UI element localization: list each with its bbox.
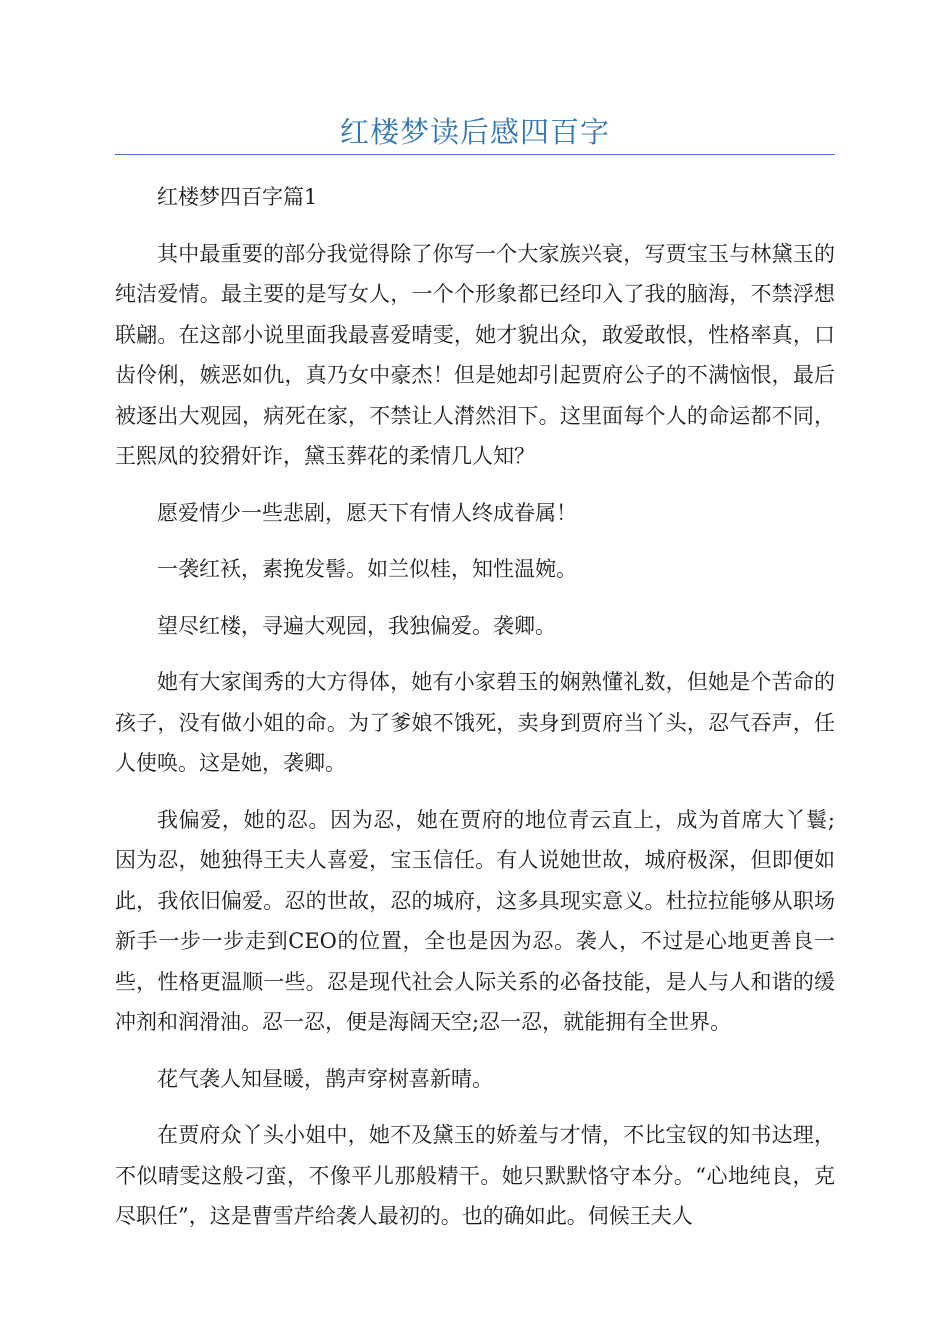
paragraph: 我偏爱，她的忍。因为忍，她在贾府的地位青云直上，成为首席大丫鬟;因为忍，她独得王夫人喜爱，宝玉信任。有人说她世故，城府极深，但即便如此，我依旧偏爱。忍的世故，忍的城府，这多具现实意义。杜拉拉能够从职场新手一步一步走到CEO的位置，全也是因为忍。袭人，不过是心地更善良一些，性格更温顺一些。忍是现代社会人际关系的必备技能，是人与人和谐的缓冲剂和润滑油。忍一忍，便是海阔天空;忍一忍，就能拥有全世界。 [115,807,835,1034]
paragraph: 其中最重要的部分我觉得除了你写一个大家族兴衰，写贾宝玉与林黛玉的纯洁爱情。最主要的是写女人，一个个形象都已经印入了我的脑海，不禁浮想联翩。在这部小说里面我最喜爱晴雯，她才貌出众，敢爱敢恨，性格率真，口齿伶俐，嫉恶如仇，真乃女中豪杰！但是她却引起贾府公子的不满恼恨，最后被逐出大观园，病死在家，不禁让人潸然泪下。这里面每个人的命运都不同，王熙凤的狡猾奸诈，黛玉葬花的柔情几人知？ [115,241,835,468]
title-underline [115,154,835,155]
paragraph: 愿爱情少一些悲剧，愿天下有情人终成眷属！ [157,500,577,525]
paragraph: 花气袭人知昼暖，鹊声穿树喜新晴。 [157,1066,493,1091]
paragraph: 望尽红楼，寻遍大观园，我独偏爱。袭卿。 [157,613,556,638]
paragraph: 她有大家闺秀的大方得体，她有小家碧玉的娴熟懂礼数，但她是个苦命的孩子，没有做小姐的命。为了爹娘不饿死，卖身到贾府当丫头，忍气吞声，任人使唤。这是她，袭卿。 [115,670,835,775]
paragraph: 在贾府众丫头小姐中，她不及黛玉的娇羞与才情，不比宝钗的知书达理，不似晴雯这般刁蛮，不像平儿那般精干。她只默默恪守本分。“心地纯良，克尽职任”，这是曹雪芹给袭人最初的。也的确如此。伺候王夫人 [115,1123,835,1228]
document-body [115,177,835,1253]
paragraph-heading: 红楼梦四百字篇1 [157,185,318,209]
paragraph: 一袭红袄，素挽发髻。如兰似桂，知性温婉。 [157,557,577,581]
document-title: 红楼梦读后感四百字 [339,115,610,149]
